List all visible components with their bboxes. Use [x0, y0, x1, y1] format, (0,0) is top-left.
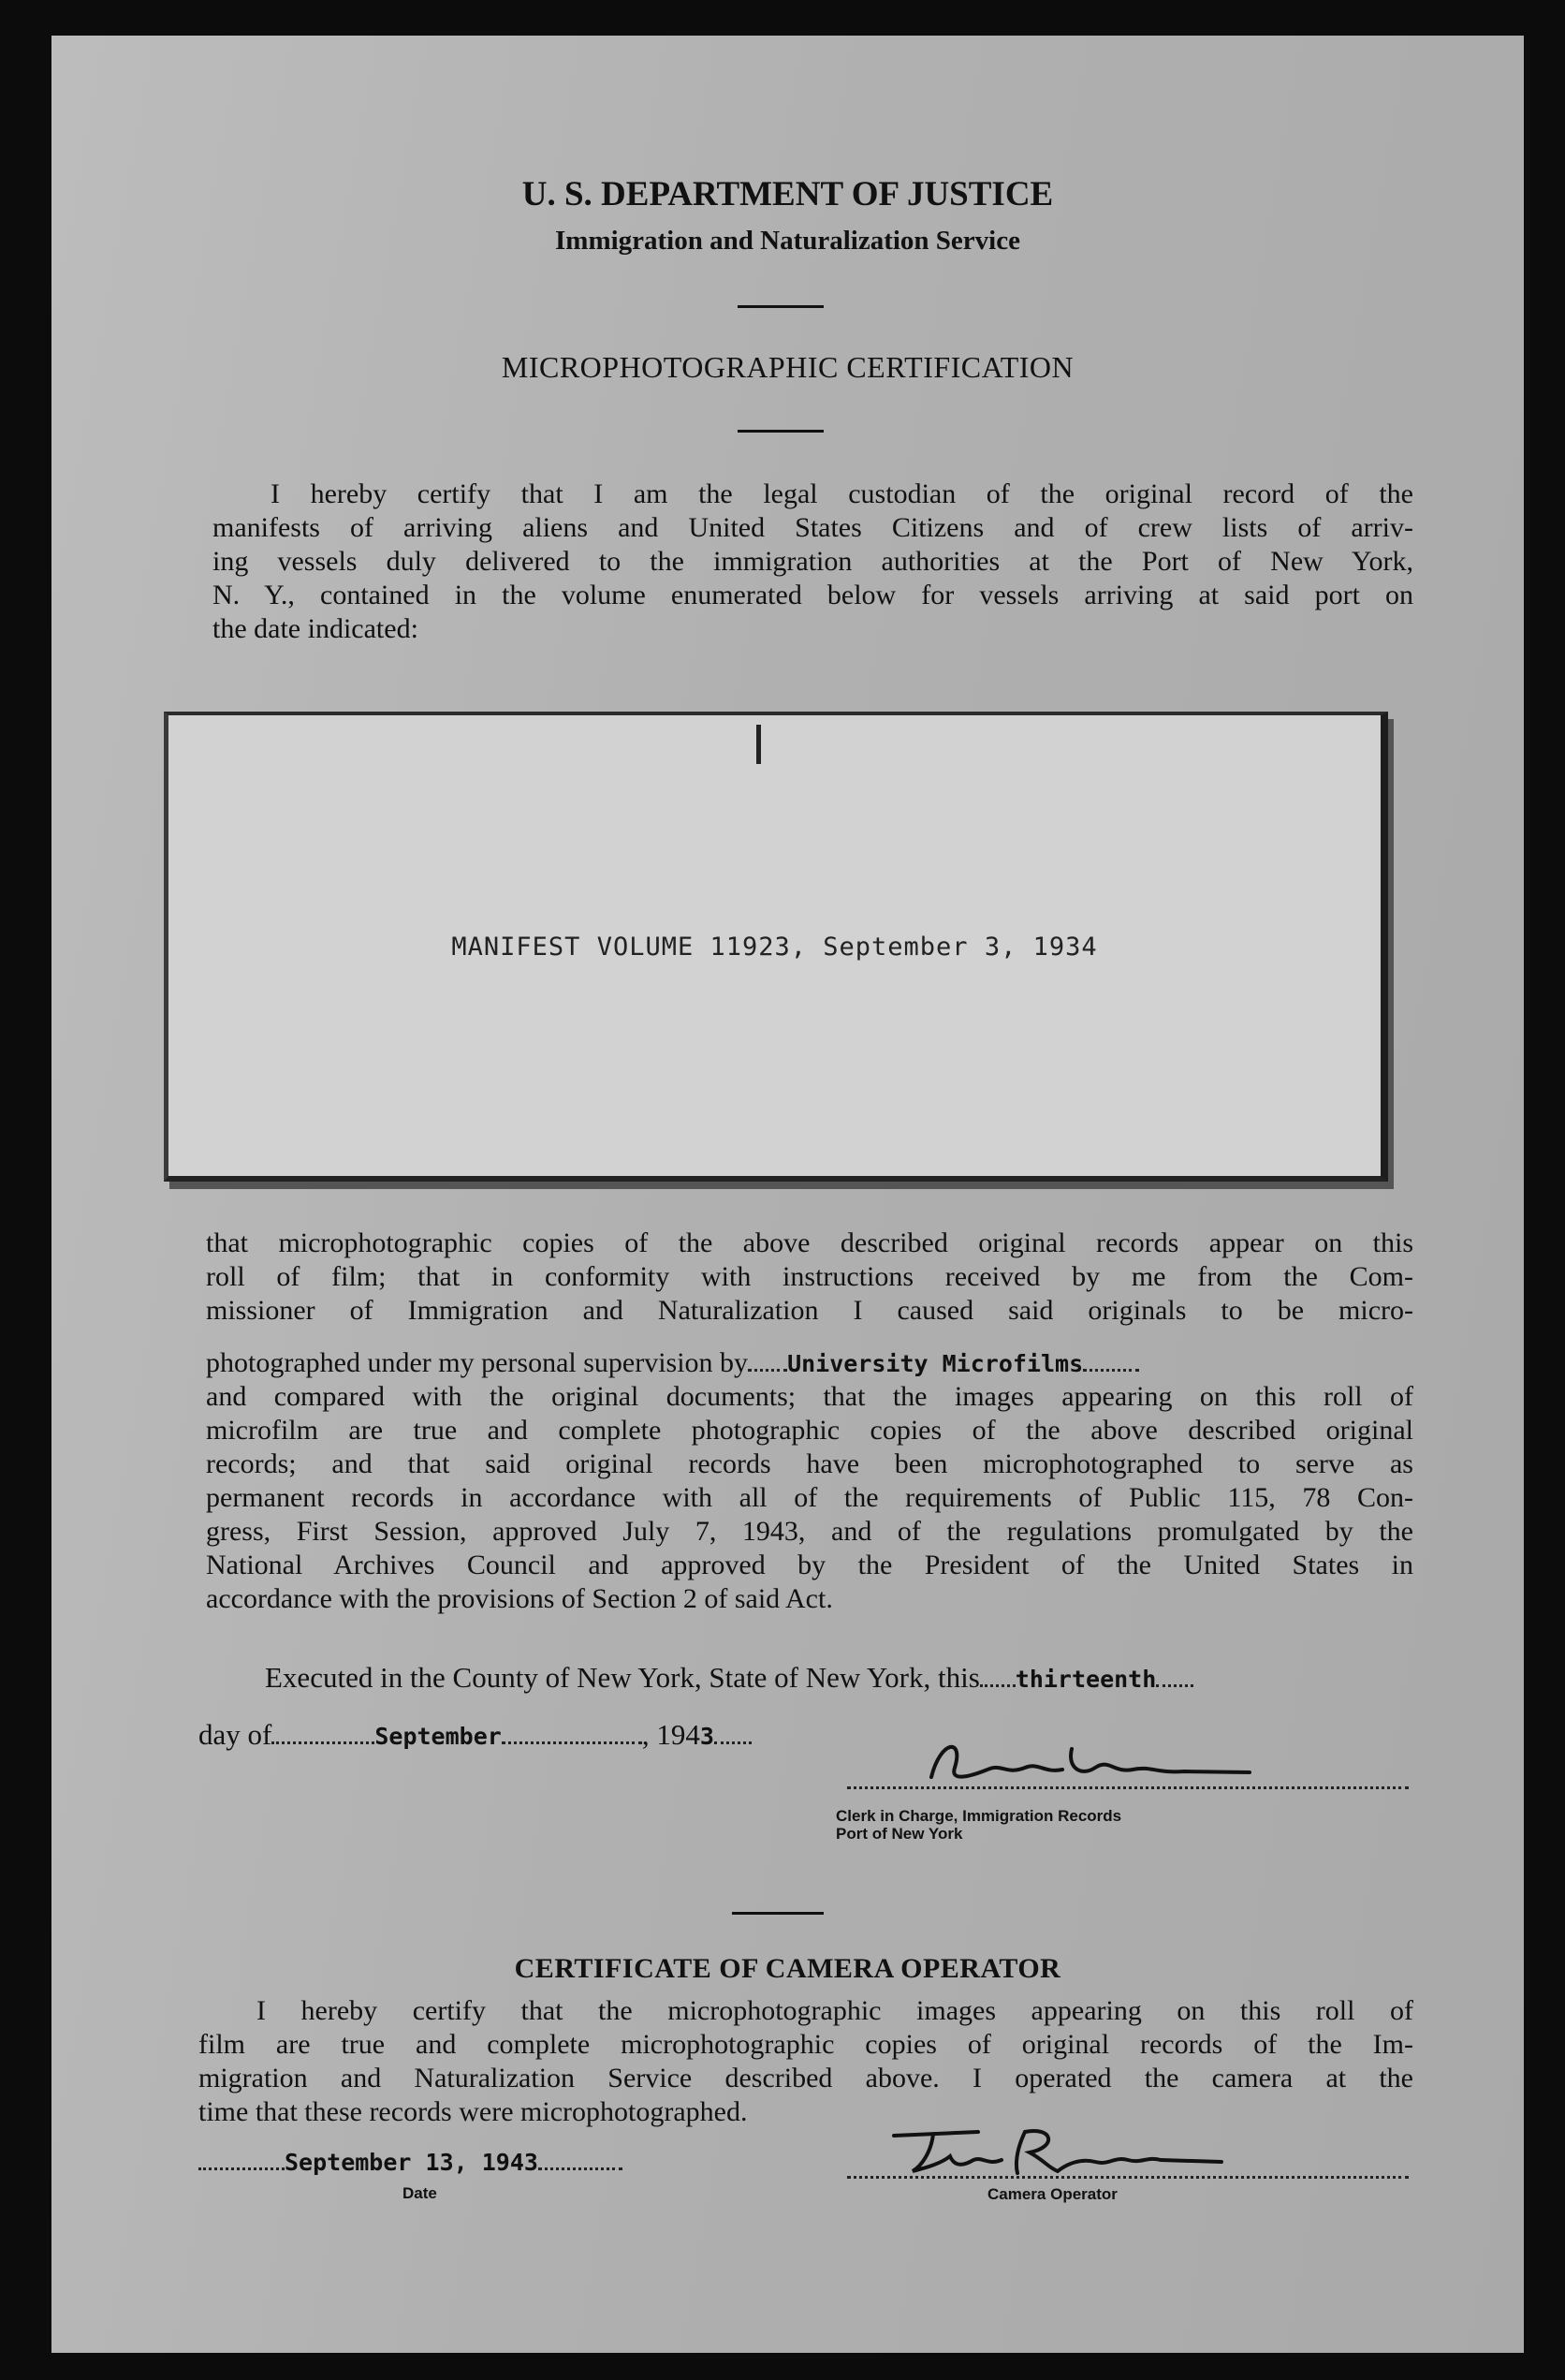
body-line: missioner of Immigration and Naturalization I caused said originals to be micro-	[206, 1295, 1413, 1326]
intro-line: ing vessels duly delivered to the immigration authorities at the Port of New York,	[212, 546, 1413, 577]
title-divider	[738, 430, 824, 433]
staple-mark	[756, 725, 761, 764]
day-of-line	[198, 1718, 752, 1754]
operator-line: time that these records were microphotographed.	[198, 2096, 748, 2127]
executed-line	[265, 1661, 1193, 1697]
clerk-port-line: Port of New York	[836, 1825, 963, 1843]
operator-line: migration and Naturalization Service described above. I operated the camera at the	[198, 2063, 1413, 2094]
manifest-volume-card	[164, 712, 1388, 1182]
operator-section-title: CERTIFICATE OF CAMERA OPERATOR	[514, 1953, 1061, 1984]
supervision-prefix: photographed under my personal supervision by	[206, 1347, 749, 1378]
intro-line: N. Y., contained in the volume enumerated below for vessels arriving at said port on	[212, 580, 1413, 610]
body-line: records; and that said original records have been microphotographed to serve as	[206, 1448, 1413, 1479]
operator-paragraph	[198, 1994, 1413, 2129]
body-line: microfilm are true and complete photographic copies of the above described original	[206, 1415, 1413, 1446]
intro-line: the date indicated:	[212, 613, 418, 644]
day-of-label: day of	[198, 1718, 272, 1751]
section-divider	[732, 1912, 824, 1915]
operator-label: Camera Operator	[987, 2185, 1118, 2203]
operator-date-value: September 13, 1943	[285, 2149, 538, 2176]
operator-date-label: Date	[402, 2184, 437, 2202]
month-value: September	[374, 1723, 502, 1750]
clerk-title	[836, 1807, 1121, 1843]
body-paragraph-bottom	[206, 1380, 1413, 1616]
intro-line: I hereby certify that I am the legal custodian of the original record of the	[271, 478, 1413, 509]
body-line: accordance with the provisions of Section 2 of said Act.	[206, 1583, 833, 1614]
body-line: permanent records in accordance with all of the requirements of Public 115, 78 Con-	[206, 1482, 1413, 1513]
service-subtitle: Immigration and Naturalization Service	[555, 226, 1020, 256]
manifest-volume-text: MANIFEST VOLUME 11923, September 3, 1934	[451, 933, 1098, 962]
body-line: gress, First Session, approved July 7, 1943, and of the regulations promulgated by the	[206, 1516, 1413, 1547]
year-prefix: , 194	[641, 1718, 700, 1751]
body-line: roll of film; that in conformity with instructions received by me from the Com-	[206, 1261, 1413, 1292]
agency-title: U. S. DEPARTMENT OF JUSTICE	[521, 175, 1054, 213]
body-line: and compared with the original documents; that the images appearing on this roll of	[206, 1381, 1413, 1412]
intro-paragraph	[212, 477, 1413, 646]
executed-day-value: thirteenth	[1015, 1666, 1157, 1693]
intro-line: manifests of arriving aliens and United States Citizens and of crew lists of arriv-	[212, 512, 1413, 543]
body-line: that microphotographic copies of the above described original records appear on this	[206, 1227, 1413, 1258]
year-value: 3	[699, 1723, 714, 1750]
document-title: MICROPHOTOGRAPHIC CERTIFICATION	[501, 350, 1075, 384]
executed-prefix: Executed in the County of New York, State of New York, this	[265, 1661, 980, 1694]
operator-line: I hereby certify that the microphotographic images appearing on this roll of	[256, 1995, 1413, 2026]
body-line: National Archives Council and approved by the President of the United States in	[206, 1550, 1413, 1580]
supervision-value: University Microfilms	[787, 1350, 1084, 1377]
supervision-line	[206, 1346, 1413, 1381]
clerk-title-line: Clerk in Charge, Immigration Records	[836, 1807, 1122, 1825]
clerk-signature-line	[847, 1786, 1409, 1789]
operator-date-line	[198, 2144, 622, 2180]
header-divider	[738, 305, 824, 308]
certificate-sheet	[51, 36, 1524, 2353]
body-paragraph-top	[206, 1227, 1413, 1328]
operator-line: film are true and complete microphotographic copies of original records of the Im-	[198, 2029, 1413, 2060]
operator-signature	[875, 2119, 1315, 2184]
operator-signature-line	[847, 2176, 1409, 2179]
